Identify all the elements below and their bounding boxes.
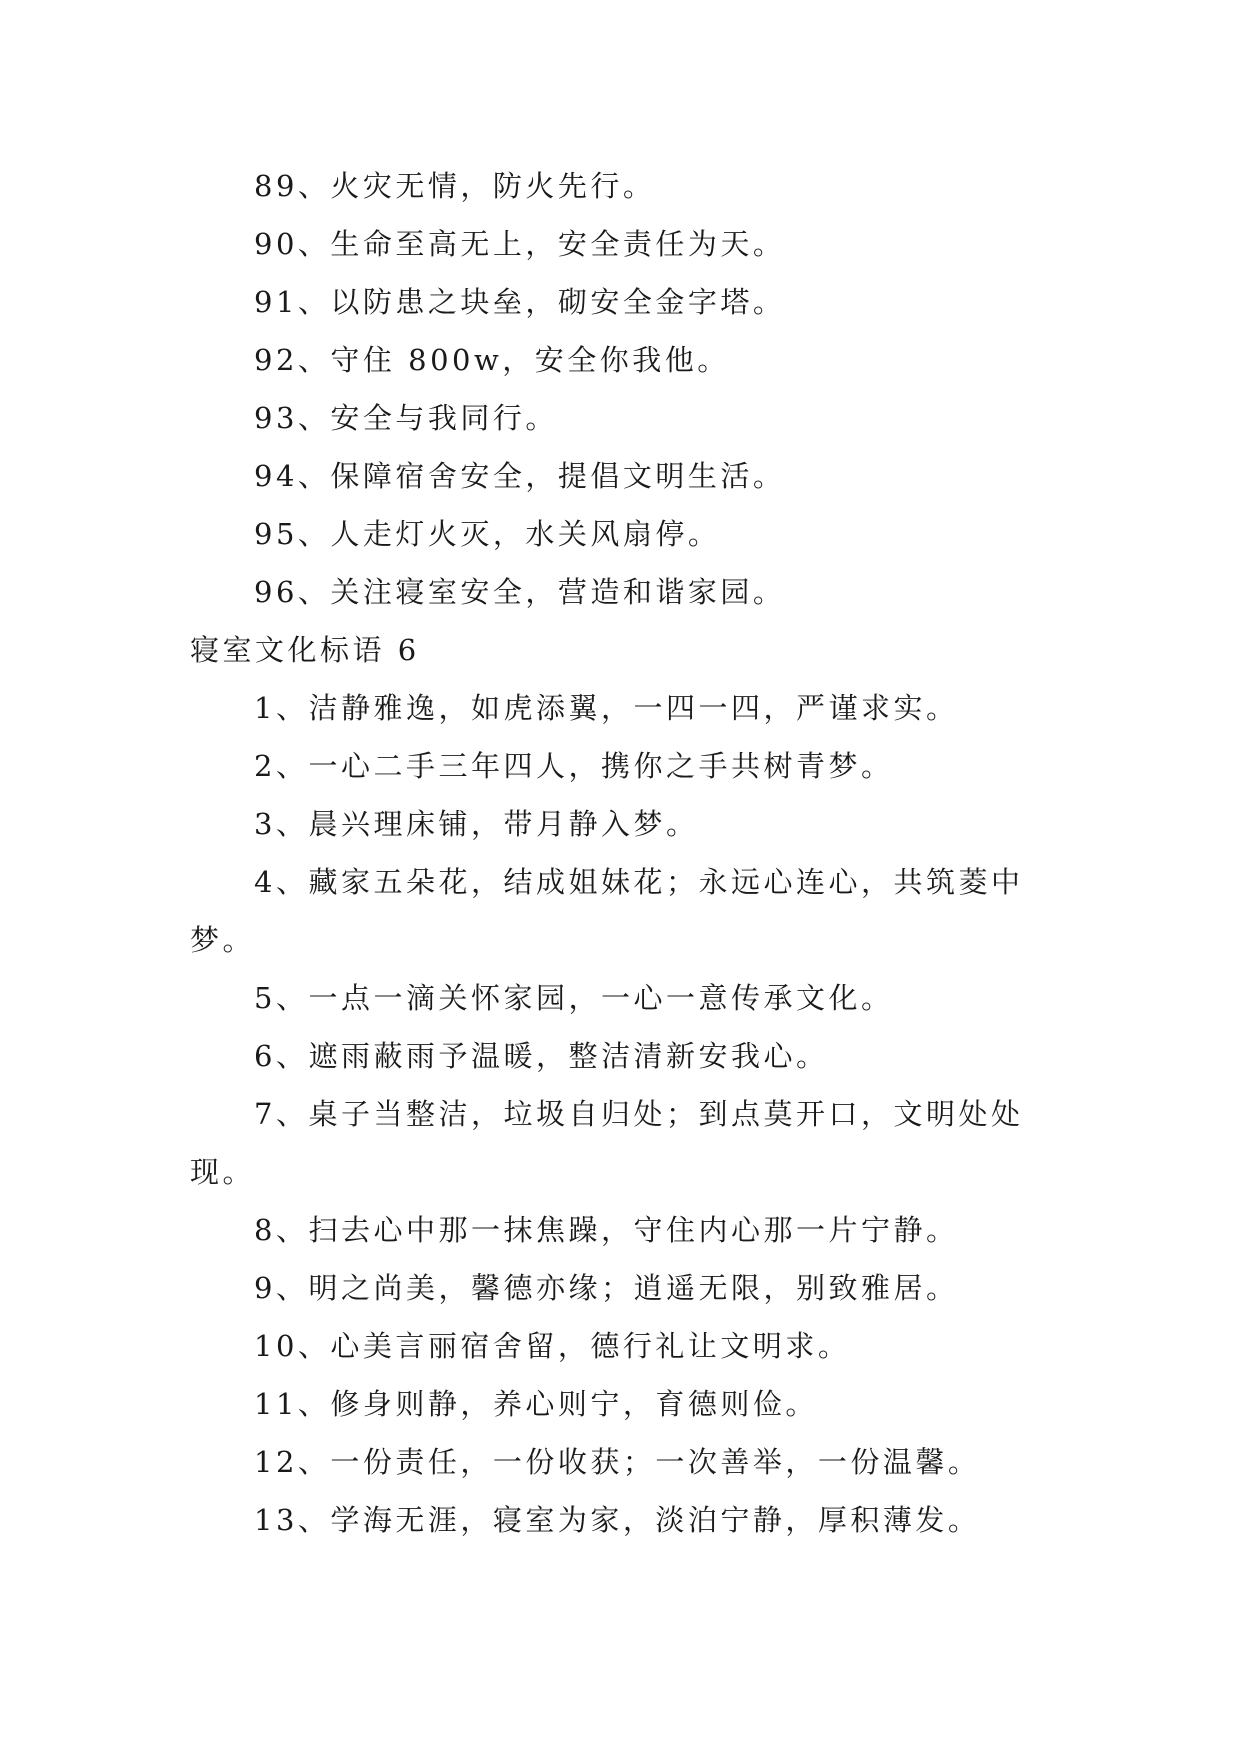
slogan-item-7: 7、桌子当整洁，垃圾自归处；到点莫开口，文明处处现。 (190, 1097, 1024, 1189)
document-body (190, 157, 1050, 1549)
slogan-item-95: 95、人走灯火灭，水关风扇停。 (254, 517, 721, 551)
slogan-item-4: 4、藏家五朵花，结成姐妹花；永远心连心，共筑菱中梦。 (190, 865, 1024, 957)
slogan-item-94: 94、保障宿舍安全，提倡文明生活。 (254, 459, 786, 493)
slogan-item-5: 5、一点一滴关怀家园，一心一意传承文化。 (254, 981, 894, 1015)
slogan-item-6: 6、遮雨蔽雨予温暖，整洁清新安我心。 (254, 1039, 829, 1073)
slogan-item-92: 92、守住 800w，安全你我他。 (254, 343, 730, 377)
slogan-item-91: 91、以防患之块垒，砌安全金字塔。 (254, 285, 786, 319)
slogan-item-89: 89、火灾无情，防火先行。 (254, 169, 656, 203)
slogan-item-12: 12、一份责任，一份收获；一次善举，一份温馨。 (254, 1445, 981, 1479)
slogan-item-13: 13、学海无涯，寝室为家，淡泊宁静，厚积薄发。 (254, 1503, 981, 1537)
slogan-item-10: 10、心美言丽宿舍留，德行礼让文明求。 (254, 1329, 851, 1363)
slogan-item-9: 9、明之尚美，馨德亦缘；逍遥无限，别致雅居。 (254, 1271, 959, 1305)
slogan-item-11: 11、修身则静，养心则宁，育德则俭。 (254, 1387, 818, 1421)
slogan-item-8: 8、扫去心中那一抹焦躁，守住内心那一片宁静。 (254, 1213, 959, 1247)
slogan-item-90: 90、生命至高无上，安全责任为天。 (254, 227, 786, 261)
slogan-item-2: 2、一心二手三年四人，携你之手共树青梦。 (254, 749, 894, 783)
slogan-item-3: 3、晨兴理床铺，带月静入梦。 (254, 807, 699, 841)
section-heading: 寝室文化标语 6 (190, 633, 420, 667)
slogan-item-93: 93、安全与我同行。 (254, 401, 558, 435)
slogan-item-96: 96、关注寝室安全，营造和谐家园。 (254, 575, 786, 609)
slogan-item-1: 1、洁静雅逸，如虎添翼，一四一四，严谨求实。 (254, 691, 959, 725)
